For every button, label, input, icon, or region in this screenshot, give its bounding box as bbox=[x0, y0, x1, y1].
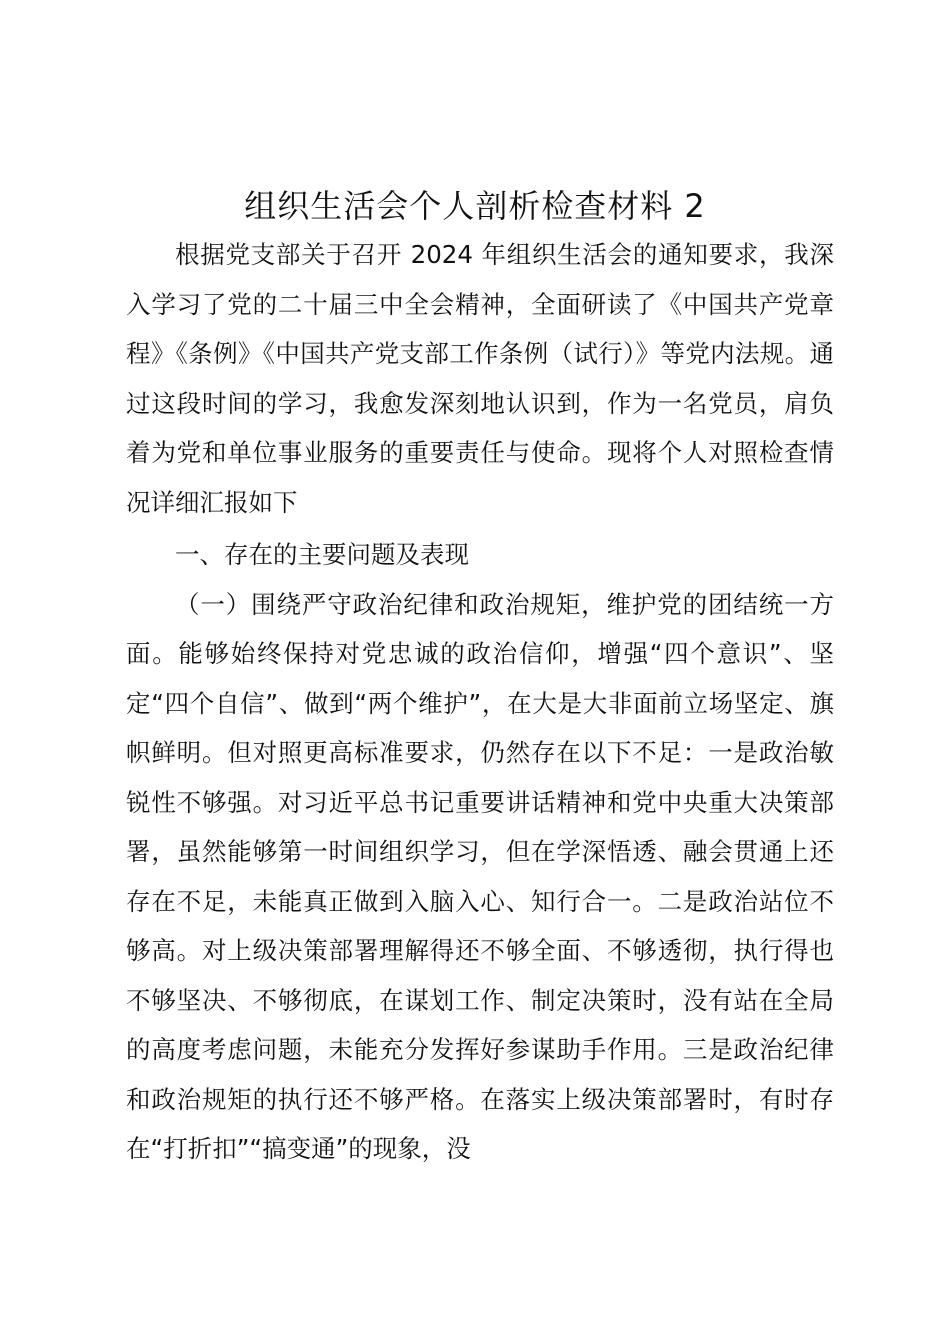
section-heading: 一、存在的主要问题及表现 bbox=[175, 540, 469, 569]
section-paragraph: （一）围绕严守政治纪律和政治规矩，维护党的团结统一方面。能够始终保持对党忠诚的政治信仰，增强“四个意识”、坚定“四个自信”、做到“两个维护”，在大是大非面前立场坚定、旗帜鲜明。但对照更高标准要求，仍然存在以下不足：一是政治敏锐性不够强。对习近平总书记重要讲话精神和党中央重大决策部署，虽然能够第一时间组织学习，但在学深悟透、融会贯通上还存在不足，未能真正做到入脑入心、知行合一。二是政治站位不够高。对上级决策部署理解得还不够全面、不够透彻，执行得也不够坚决、不够彻底，在谋划工作、制定决策时，没有站在全局的高度考虑问题，未能充分发挥好参谋助手作用。三是政治纪律和政治规矩的执行还不够严格。在落实上级决策部署时，有时存在“打折扣”“搞变通”的现象，没 bbox=[126, 589, 834, 1163]
document-title: 组织生活会个人剖析检查材料 2 bbox=[244, 187, 706, 225]
intro-paragraph: 根据党支部关于召开 2024 年组织生活会的通知要求，我深入学习了党的二十届三中全会精神，全面研读了《中国共产党章程》《条例》《中国共产党支部工作条例（试行）》等党内法规。通过这段时间的学习，我愈发深刻地认识到，作为一名党员，肩负着为党和单位事业服务的重要责任与使命。现将个人对照检查情况详细汇报如下 bbox=[126, 240, 834, 517]
document-body bbox=[126, 230, 834, 1174]
